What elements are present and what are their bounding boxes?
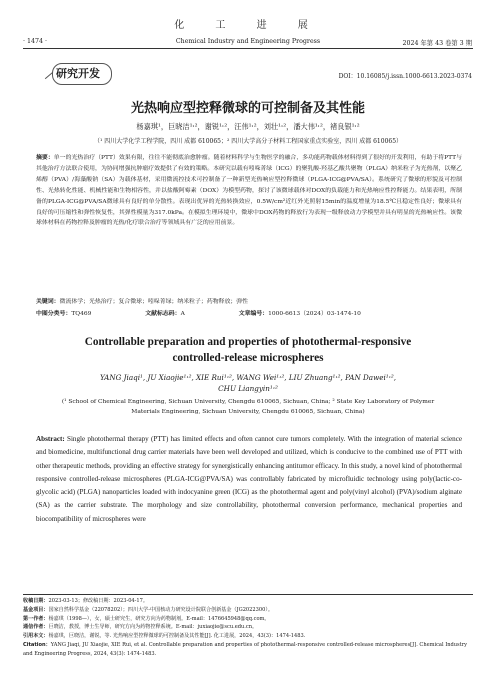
doccode-field bbox=[145, 311, 211, 317]
affiliation-cn: （¹ 四川大学化学工程学院，四川 成都 610065；² 四川大学高分子材料工程国家重点实验室，四川 成都 610065） bbox=[93, 138, 403, 145]
title-en-line1: Controllable preparation and properties of photothermal-responsive bbox=[84, 336, 412, 348]
clc-value: TQ469 bbox=[71, 311, 92, 317]
footnote-first-author bbox=[23, 615, 473, 624]
journal-name-en: Chemical Industry and Engineering Progress bbox=[175, 38, 321, 45]
footnote-text: 巨晓洁，教授，博士生导师，研究方向为药物控释系统。E-mail：juxiaojie@scu.edu.cn。 bbox=[48, 624, 258, 631]
column-tag: 研究开发 bbox=[56, 67, 100, 80]
article-no-value: 1000-6613（2024）03-1474-10 bbox=[268, 311, 361, 317]
abstract-cn-text: 单一的光热治疗（PTT）效果有限，往往不能彻底治愈肿瘤。随着材料科学与生物医学的融合，多功能药物载体材料得到了很好的开发利用，有助于将PTT与其他治疗方法联合使用，为协同增强抗肿瘤疗效提供了有效的策略。本研究以载有吲哚菁绿（ICG）的聚乳酸-羟基乙酸共聚物（PLGA）纳米粒子为光热剂，以聚乙烯醇（PVA）/海藻酸钠（SA）为载体基材，采用微流控技术可控制备了一种新型光热响应型控释微球（PLGA-ICG@PVA/SA）。系统研究了微球的形貌及可控制性、光热转化性能、机械性能和生物相容性，并以盐酸阿霉素（DOX）为模型药物，探讨了该微球载体对DOX的负载能力和光热响应性控释能力。结果表明，所制备的PLGA-ICG@PVA/SA微球具有良好的单分散性。表现出优异的光热转换效应，0.5W/cm²近红外光照射15min的温度增量为18.5℃且稳定性良好；微球具有良好的可压缩性和弹性恢复性，其弹性模量为317.0kPa。在模拟生理环境中，微球中DOX药物的释放行为表现一级释放动力学模型并具有明显的光热响应性。该微球体材料在药物控释及肿瘤的光热/化疗联合治疗等领域具有广泛的应用前景。 bbox=[36, 155, 462, 227]
footnote-text: 国家自然科学基金（22078202）；四川大学-中国核动力研究设计院联合创新基金（JG2022300）。 bbox=[48, 606, 274, 613]
footnote-label: Citation： bbox=[23, 641, 51, 648]
footnotes bbox=[23, 597, 473, 659]
footnote-received bbox=[23, 597, 473, 606]
footnote-cite-cn bbox=[23, 632, 473, 641]
abstract-cn-label: 摘要： bbox=[36, 155, 54, 161]
footnote-rule bbox=[23, 594, 473, 595]
clc-label: 中图分类号： bbox=[36, 310, 72, 317]
article-title-en bbox=[0, 334, 496, 366]
keywords-cn-text: 微流体学；光热治疗；复合微球；吲哚菁绿；纳米粒子；药物释放；弹性 bbox=[59, 299, 249, 305]
abstract-en-text: Single photothermal therapy (PTT) has limited effects and often cannot cure tumors completely. With the integration of material science and biomedicine, multifunctional drug carrier materials have been well developed and utilized, which is conducive to the combined use of PTT with other therapeutic methods, providing an effective strategy for synergistically enhancing antitumor efficacy. In this study, a novel kind of photothermal responsive controlled-release microspheres (PLGA-ICG@PVA/SA) was controllably fabricated by microfluidic technology using poly(lactic-co-glycolic acid) (PLGA) nanoparticles loaded with indocyanine green (ICG) as the photothermal agent and poly(vinyl alcohol) (PVA)/sodium alginate (SA) as the carrier substrate. The morphology and size controllability, photothermal conversion performance, mechanical properties and biocompatibility of microspheres were bbox=[36, 435, 462, 523]
authors-en-line2: CHU Liangyin¹˒² bbox=[218, 384, 278, 393]
authors-cn: 杨嘉琪¹，巨晓洁¹˒²，谢锐¹˒²，汪伟¹˒²，刘壮¹˒²，潘大伟¹˒²，褚良银¹˒² bbox=[136, 122, 360, 131]
article-no-label: 文章编号： bbox=[238, 310, 269, 317]
footnote-text: 杨嘉琪，巨晓洁，谢锐，等. 光热响应型控释微球的可控制备及其性能[J]. 化工进展，2024，43(3)：1474-1483. bbox=[48, 633, 306, 640]
doccode-label: 文献标志码： bbox=[145, 310, 181, 317]
journal-header bbox=[0, 0, 496, 52]
affiliation-en bbox=[50, 397, 446, 417]
journal-volume: 2024 年第 43 卷第 3 期 bbox=[402, 40, 472, 47]
footnote-label: 收稿日期： bbox=[23, 598, 49, 604]
affiliation-en-line1: (¹ School of Chemical Engineering, Sichuan University, Chengdu 610065, Sichuan, China; ² State Key Laboratory of Polymer bbox=[61, 399, 435, 405]
keywords-cn-label: 关键词： bbox=[36, 298, 60, 305]
page-number: · 1474 · bbox=[23, 38, 48, 45]
footnote-text: YANG Jiaqi, JU Xiaojie, XIE Rui, et al. Controllable preparation and properties of photothermal-responsive controlled-release microspheres[J]. Chemical Industry and Engineering Progress, 2024, 43(3): 1474-1483. bbox=[23, 641, 468, 657]
abstract-en bbox=[36, 433, 462, 526]
article-meta-cn bbox=[36, 308, 462, 317]
footnote-text: 杨嘉琪（1998—），女，硕士研究生，研究方向为药物制剂。E-mail：1476645948@qq.com。 bbox=[48, 615, 270, 622]
doccode-value: A bbox=[180, 311, 185, 317]
keywords-cn bbox=[36, 296, 462, 305]
header-rule bbox=[23, 48, 473, 49]
abstract-cn bbox=[36, 153, 462, 229]
article-title-cn: 光热响应型控释微球的可控制备及其性能 bbox=[130, 101, 365, 116]
footnote-label: 通信作者： bbox=[23, 624, 49, 631]
footnote-label: 引用本文： bbox=[23, 633, 49, 640]
abstract-en-label: Abstract: bbox=[36, 435, 65, 443]
authors-en bbox=[70, 372, 426, 394]
authors-en-line1: YANG Jiaqi¹, JU Xiaojie¹˒², XIE Rui¹˒², WANG Wei¹˒², LIU Zhuang¹˒², PAN Dawei¹˒², bbox=[99, 373, 397, 382]
footnote-corresponding-author bbox=[23, 623, 473, 632]
footnote-text: 2023-03-13；修改稿日期：2023-04-17。 bbox=[48, 598, 148, 604]
journal-title-cn: 化 工 进 展 bbox=[174, 20, 322, 31]
title-en-line2: controlled-release microspheres bbox=[172, 352, 324, 364]
clc-field bbox=[36, 311, 117, 317]
footnote-funding bbox=[23, 606, 473, 615]
footnote-label: 第一作者： bbox=[23, 615, 49, 622]
doi[interactable]: DOI：10.16085/j.issn.1000-6613.2023-0374 bbox=[338, 73, 472, 80]
affiliation-en-line2: Materials Engineering, Sichuan University, Chengdu 610065, Sichuan, China) bbox=[131, 409, 365, 415]
footnote-citation-en bbox=[23, 641, 473, 659]
footnote-label: 基金项目： bbox=[23, 606, 49, 613]
article-no-field bbox=[239, 311, 387, 317]
